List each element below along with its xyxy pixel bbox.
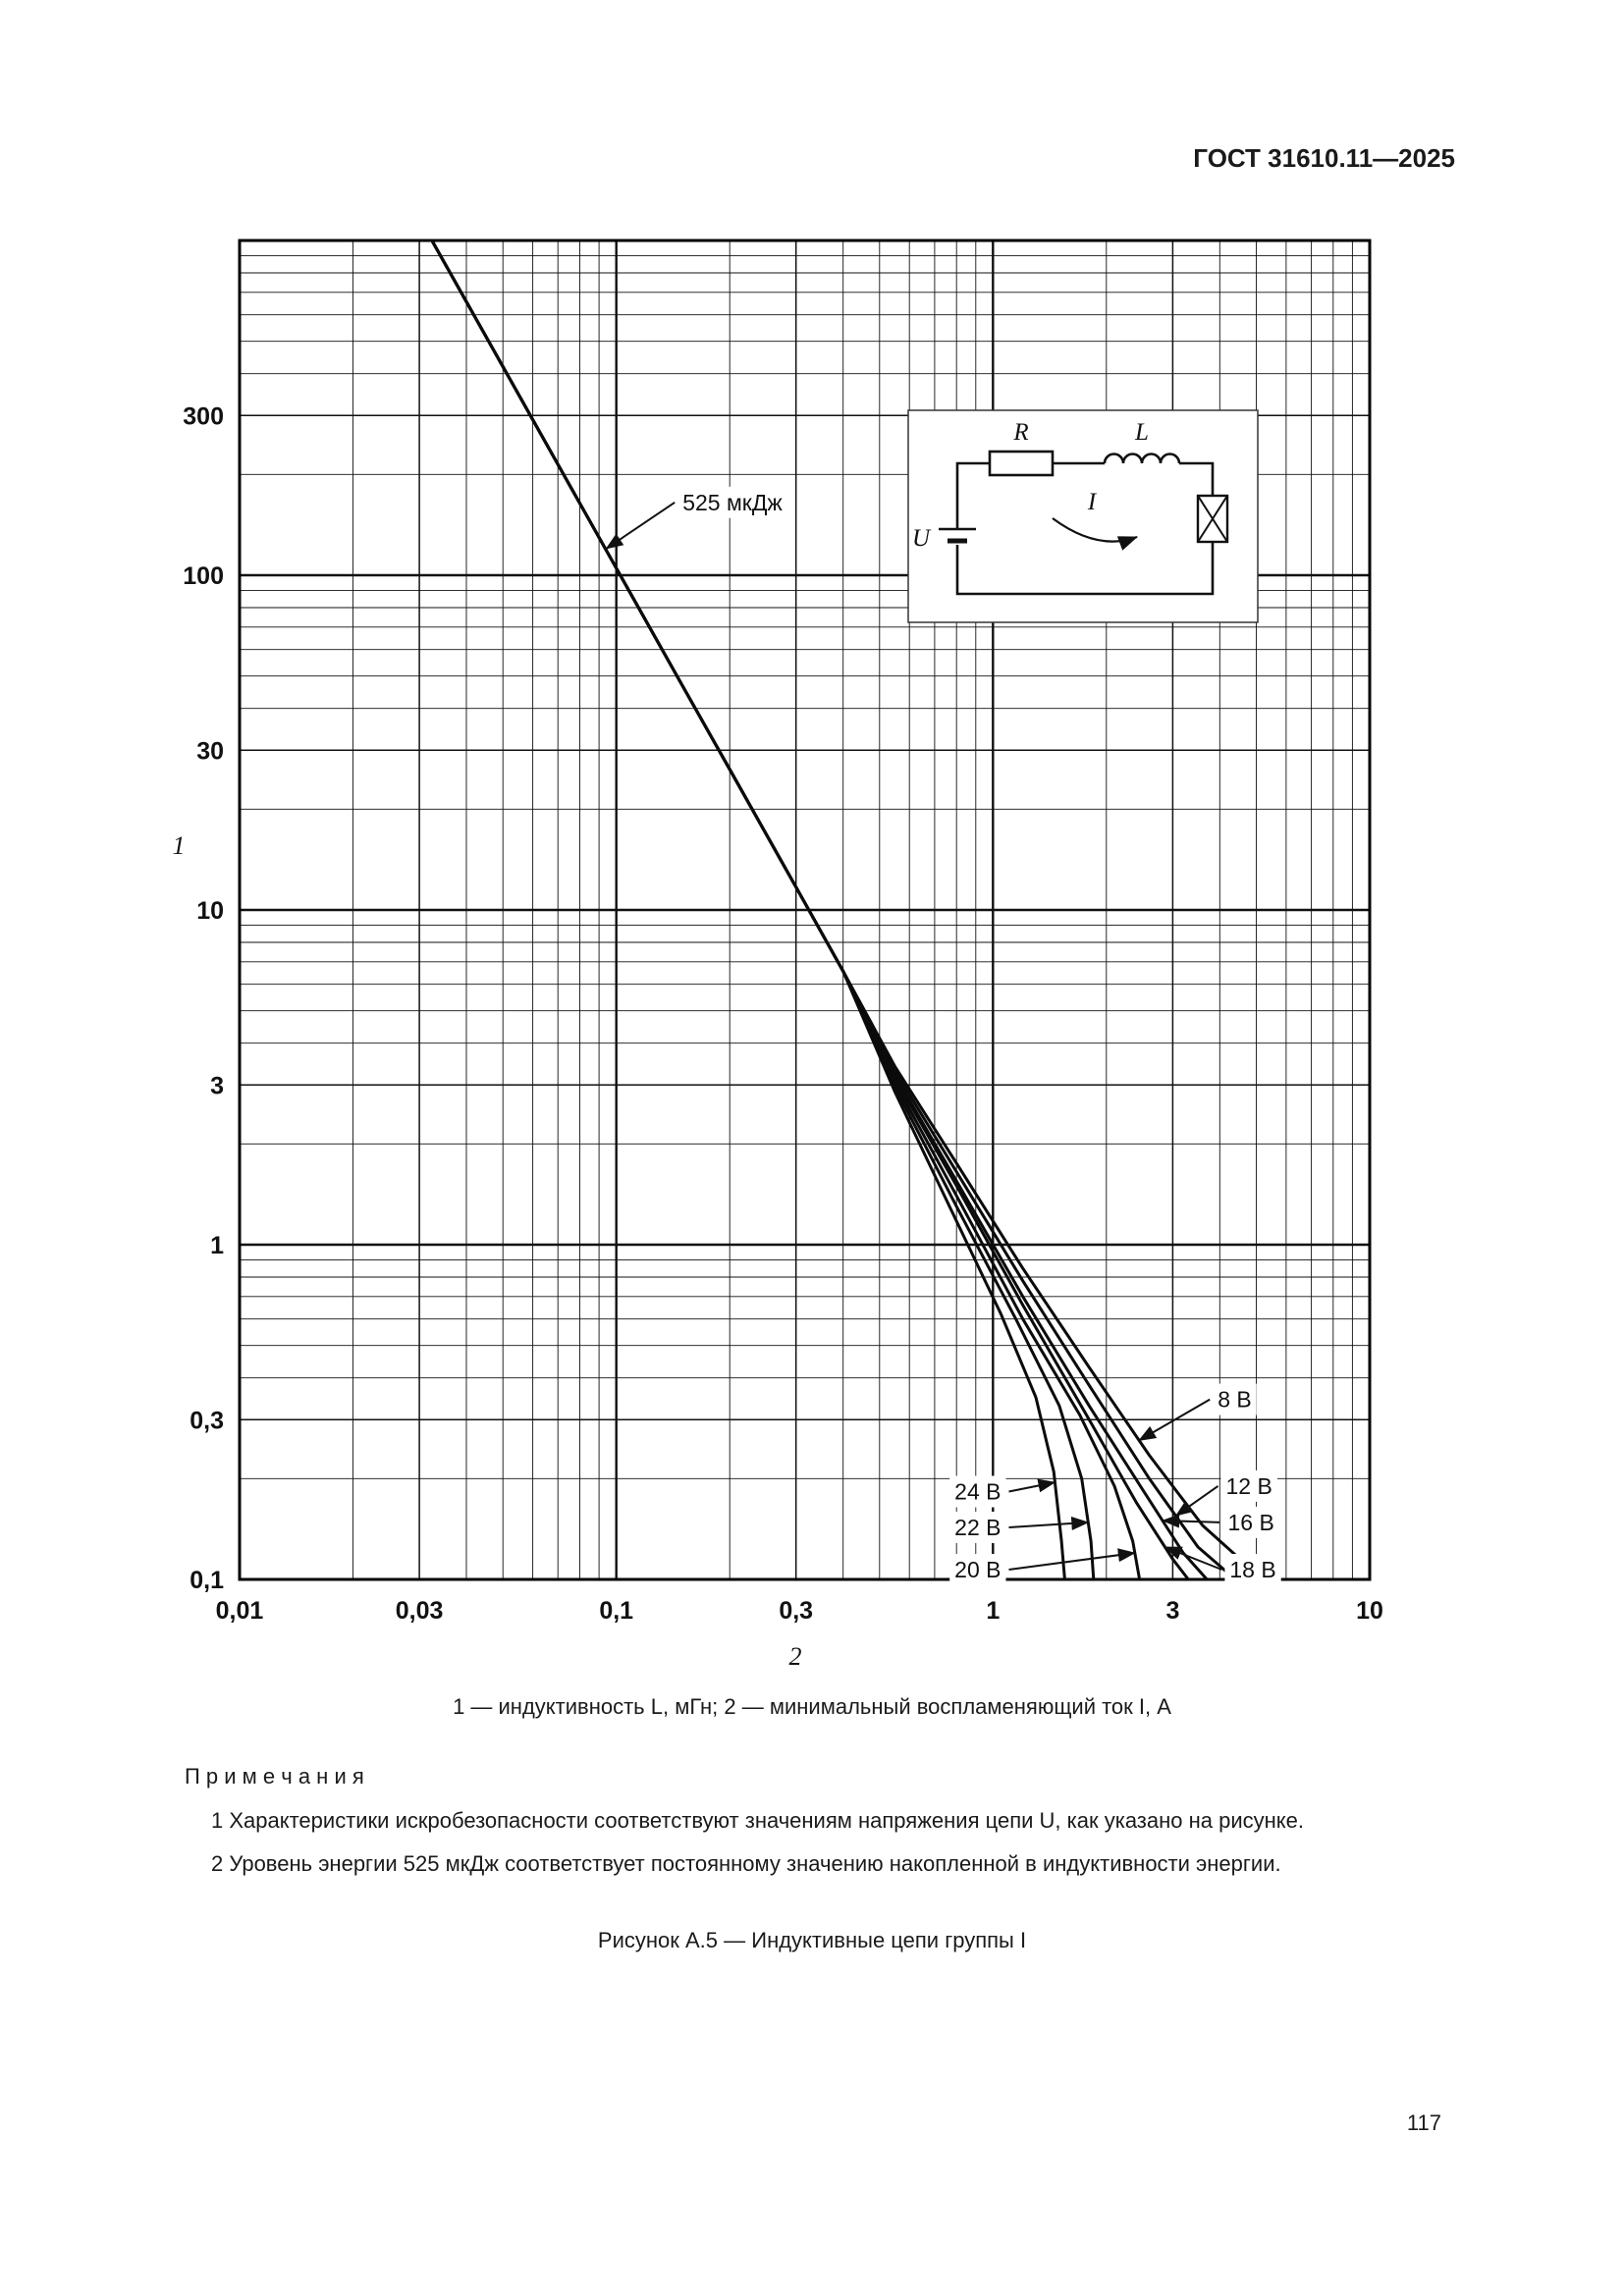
y-tick-label: 100 [183, 562, 224, 590]
annotation [1139, 1384, 1257, 1441]
current-label: I [1087, 489, 1097, 515]
annotation [949, 1512, 1088, 1543]
voltage-source-label: U [911, 525, 930, 552]
y-tick-label: 30 [196, 737, 224, 766]
annotation-label: 16 В [1227, 1509, 1274, 1535]
note-2: 2 Уровень энергии 525 мкДж соответствует постоянному значению накопленной в индуктивности энергии. [211, 1851, 1281, 1876]
y-tick-label: 0,1 [189, 1567, 224, 1594]
notes-title: П р и м е ч а н и я [185, 1764, 364, 1789]
note-1: 1 Характеристики искробезопасности соответствуют значениям напряжения цепи U, как указано на рисунке. [211, 1807, 1305, 1833]
chart-annotations [606, 487, 1280, 1585]
y-tick-label: 1 [210, 1232, 224, 1259]
y-tick-label: 300 [183, 402, 224, 431]
inductor-label: L [1135, 419, 1149, 446]
annotation [606, 487, 787, 549]
y-tick-label: 0,3 [189, 1407, 224, 1435]
resistor-symbol [990, 452, 1053, 475]
figure-legend-line: 1 — индуктивность L, мГн; 2 — минимальный воспламеняющий ток I, А [453, 1694, 1171, 1719]
y-tick-label: 10 [196, 897, 224, 925]
x-tick-label: 0,01 [215, 1597, 264, 1625]
annotation-label: 20 В [954, 1557, 1001, 1582]
x-tick-label: 1 [986, 1597, 1001, 1625]
x-tick-label: 0,1 [599, 1597, 634, 1625]
annotation-label: 22 В [954, 1515, 1001, 1540]
annotation-label: 12 В [1225, 1472, 1272, 1499]
x-tick-label: 10 [1356, 1597, 1383, 1625]
annotation [949, 1476, 1055, 1508]
annotation-label: 8 В [1218, 1386, 1252, 1413]
notes-block [185, 1763, 1471, 1878]
resistor-label: R [1013, 419, 1029, 446]
x-tick-label: 0,03 [395, 1597, 444, 1625]
document-header: ГОСТ 31610.11—2025 [1193, 143, 1455, 173]
y-axis-callout: 1 [172, 831, 186, 860]
circuit-inset [908, 410, 1258, 622]
annotation-label: 24 В [954, 1478, 1001, 1505]
annotation-label: 525 мкДж [682, 489, 783, 515]
x-tick-label: 3 [1165, 1597, 1180, 1625]
figure-caption: Рисунок А.5 — Индуктивные цепи группы I [597, 1928, 1027, 1952]
x-axis-callout: 2 [788, 1642, 802, 1671]
y-tick-label: 3 [210, 1072, 224, 1100]
page-number: 117 [1406, 2110, 1441, 2135]
x-tick-label: 0,3 [779, 1597, 814, 1625]
annotation-label: 18 В [1229, 1557, 1276, 1582]
